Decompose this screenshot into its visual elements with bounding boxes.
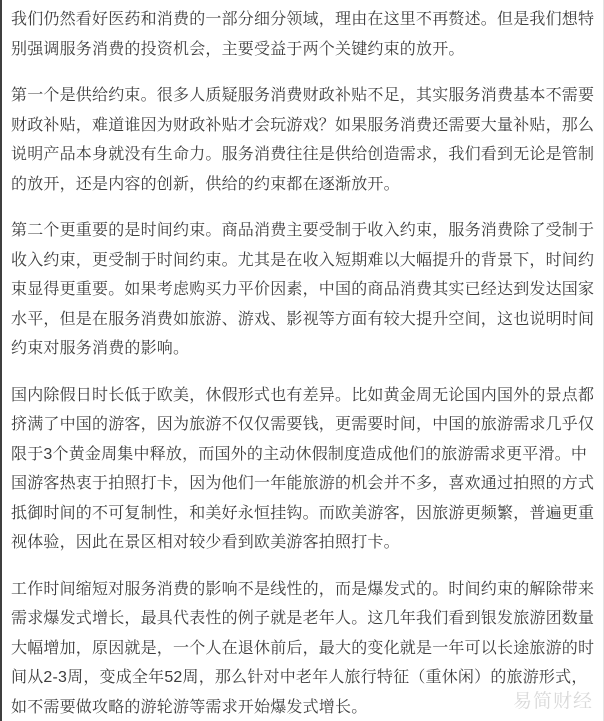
text-line: 第一个是供给约束。很多人质疑服务消费财政补贴不足，其实服务消费基本不需要 bbox=[11, 87, 595, 104]
text-line: 限于3个黄金周集中释放，而国外的主动休假制度造成他们的旅游需求更平滑。中 bbox=[11, 445, 588, 463]
text-line: 国游客热衷于拍照打卡，因为他们一年能旅游的机会并不多，喜欢通过拍照的方式 bbox=[11, 475, 595, 492]
text-line: 抵御时间的不可复制性，和美好永恒挂钩。而欧美游客，因旅游更频繁，普遍更重 bbox=[11, 504, 595, 522]
article-body bbox=[11, 5, 595, 721]
text-line: 别强调服务消费的投资机会，主要受益于两个关键约束的放开。 bbox=[11, 40, 465, 58]
text-line: 收入约束，更受制于时间约束。尤其是在收入短期难以大幅提升的背景下，时间约 bbox=[11, 251, 595, 269]
text-line: 国内除假日时长低于欧美，休假形式也有差异。比如黄金周无论国内国外的景点都 bbox=[11, 386, 595, 404]
text-line: 如不需要做攻略的游轮游等需求开始爆发式增长。 bbox=[11, 698, 368, 716]
text-line: 说明产品本身就没有生命力。服务消费往往是供给创造需求，我们看到无论是管制 bbox=[11, 146, 595, 163]
paragraph bbox=[11, 575, 595, 721]
text-line: 水平，但是在服务消费如旅游、游戏、影视等方面有较大提升空间，这也说明时间 bbox=[11, 310, 595, 328]
paragraph bbox=[11, 81, 595, 199]
text-line: 间从2-3周，变成全年52周，那么针对中老年人旅行特征（重休闲）的旅游形式， bbox=[11, 669, 588, 686]
text-line: 我们仍然看好医药和消费的一部分细分领域，理由在这里不再赘述。但是我们想特 bbox=[11, 11, 595, 28]
paragraph bbox=[11, 381, 595, 558]
text-line: 约束对服务消费的影响。 bbox=[11, 340, 190, 357]
text-line: 第二个更重要的是时间约束。商品消费主要受制于收入约束，服务消费除了受制于 bbox=[11, 222, 595, 239]
text-line: 视体验，因此在景区相对较少看到欧美游客拍照打卡。 bbox=[11, 534, 400, 551]
watermark-yijian-caijing: 易简财经 bbox=[512, 691, 593, 712]
text-line: 需求爆发式增长，最具代表性的例子就是老年人。这几年我们看到银发旅游团数量 bbox=[11, 610, 595, 627]
text-line: 束显得更重要。如果考虑购买力平价因素，中国的商品消费其实已经达到发达国家 bbox=[11, 281, 595, 298]
paragraph bbox=[11, 216, 595, 364]
text-line: 财政补贴，难道谁因为财政补贴才会玩游戏？如果服务消费还需要大量补贴，那么 bbox=[11, 116, 595, 134]
text-line: 的放开，还是内容的创新，供给的约束都在逐渐放开。 bbox=[11, 175, 400, 193]
paragraph bbox=[11, 5, 595, 64]
text-line: 工作时间缩短对服务消费的影响不是线性的，而是爆发式的。时间约束的解除带来 bbox=[11, 580, 595, 598]
text-line: 挤满了中国的游客，因为旅游不仅仅需要钱，更需要时间，中国的旅游需求几乎仅 bbox=[11, 416, 595, 433]
text-line: 大幅增加，原因就是，一个人在退休前后，最大的变化就是一年可以长途旅游的时 bbox=[11, 639, 595, 657]
